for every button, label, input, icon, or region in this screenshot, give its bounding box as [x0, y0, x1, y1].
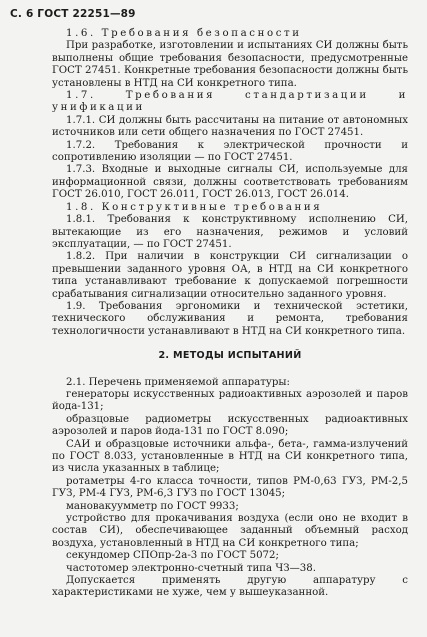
paragraph: 1.7.2. Требования к электрической прочности и сопротивлению изоляции — по ГОСТ 27451. — [52, 139, 408, 164]
subsection-heading: 1.6. Требования безопасности — [66, 28, 302, 39]
paragraph: При разработке, изготовлении и испытаниях СИ должны быть выполнены общие требования безопасности, предусмотренные ГОСТ 27451. Конкретные требования безопасности должны быть установлены в НТД на СИ конкретного типа. — [52, 40, 408, 89]
paragraph: 1.8.1. Требования к конструктивному исполнению СИ, вытекающие из его назначения, режимов и условий эксплуатации, — по ГОСТ 27451. — [52, 214, 408, 250]
paragraph: образцовые радиометры искусственных радиоактивных аэрозолей и паров йода-131 по ГОСТ 8.090; — [52, 413, 408, 438]
paragraph: САИ и образцовые источники альфа-, бета-, гамма-излучений по ГОСТ 8.033, установленные в НТД на СИ конкретного типа, из числа указанных в таблице; — [52, 438, 408, 475]
paragraph: 1.8.2. При наличии в конструкции СИ сигнализации о превышении заданного уровня ОА, в НТД на СИ конкретного типа устанавливают требование к допускаемой погрешности срабатывания сигнализации относительно заданного уровня. — [52, 251, 408, 300]
paragraph: 1.7.3. Входные и выходные сигналы СИ, используемые для информационной связи, должны соответствовать требованиям ГОСТ 26.010, ГОСТ 26.011, ГОСТ 26.013, ГОСТ 26.014. — [52, 164, 408, 201]
subsection-heading: 1.8. Конструктивные требования — [66, 201, 323, 213]
paragraph: мановакуумметр по ГОСТ 9933; — [66, 500, 239, 512]
paragraph: ротаметры 4-го класса точности, типов РМ-0,63 ГУЗ, РМ-2,5 ГУЗ, РМ-4 ГУЗ, РМ-6,3 ГУЗ по ГОСТ 13045; — [52, 475, 408, 500]
paragraph: 1.7.1. СИ должны быть рассчитаны на питание от автономных источников или сети общего назначения по ГОСТ 27451. — [52, 114, 408, 139]
paragraph: 2.1. Перечень применяемой аппаратуры: — [66, 376, 290, 388]
paragraph: генераторы искусственных радиоактивных аэрозолей и паров йода-131; — [52, 388, 408, 413]
paragraph: 1.9. Требования эргономики и технической эстетики, технического обслуживания и ремонта, требования технологичности устанавливают в НТД на СИ конкретного типа. — [52, 300, 408, 337]
paragraph: устройство для прокачивания воздуха (если оно не входит в состав СИ), обеспечивающее заданный объемный расход воздуха, установленный в НТД на СИ конкретного типа; — [52, 513, 408, 549]
paragraph: частотомер электронно-счетный типа ЧЗ—38. — [66, 562, 316, 574]
paragraph: секундомер СПОпр-2а-3 по ГОСТ 5072; — [66, 550, 279, 562]
document-body — [52, 28, 408, 600]
page-header: С. 6 ГОСТ 22251—89 — [10, 8, 136, 20]
subsection-heading: 1.7. Требования стандартизации и унификации — [52, 90, 408, 114]
paragraph: Допускается применять другую аппаратуру с характеристиками не хуже, чем у вышеуказанной. — [52, 575, 408, 599]
section-title: 2. МЕТОДЫ ИСПЫТАНИЙ — [158, 350, 302, 362]
